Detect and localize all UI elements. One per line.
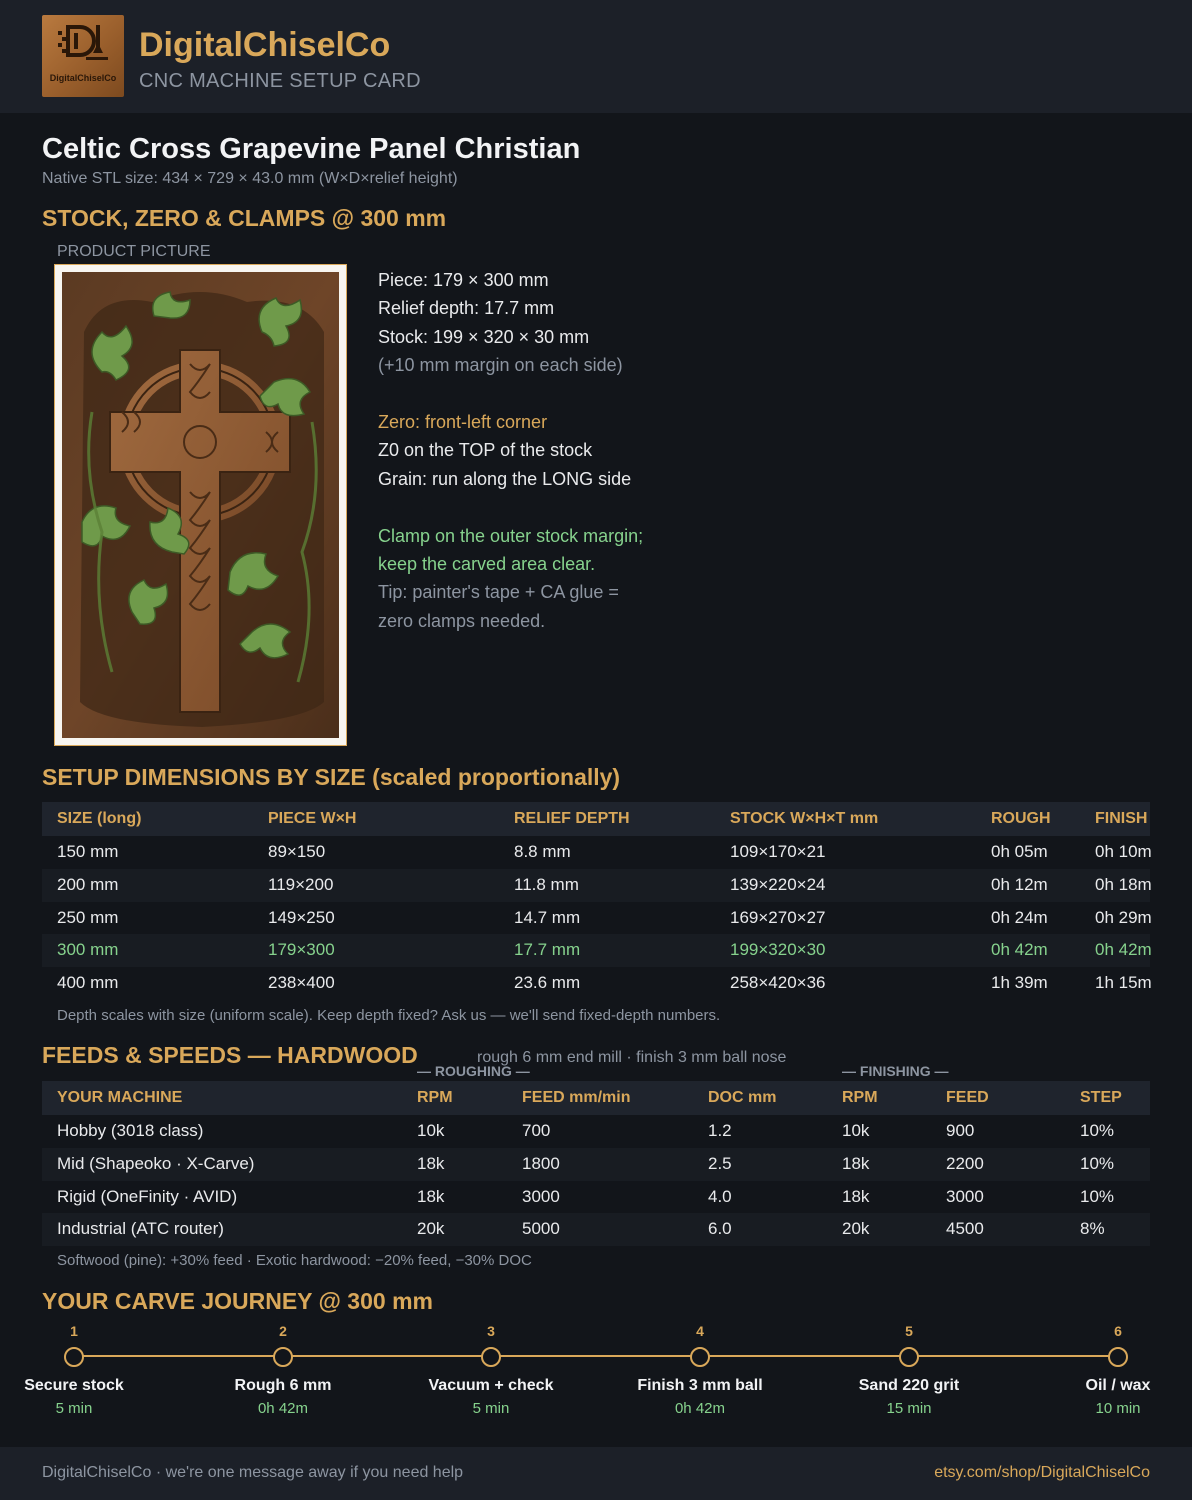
spec-line: (+10 mm margin on each side) bbox=[378, 355, 623, 376]
table-cell: 1.2 bbox=[708, 1121, 732, 1140]
footer-help-text: DigitalChiselCo · we're one message away if you need help bbox=[42, 1464, 464, 1481]
logo-wordmark: DigitalChiselCo bbox=[49, 73, 117, 83]
card-subtitle: CNC MACHINE SETUP CARD bbox=[139, 70, 421, 92]
journey-step bbox=[1038, 1323, 1192, 1417]
spec-line: Piece: 179 × 300 mm bbox=[378, 270, 549, 290]
table-row bbox=[42, 902, 1150, 935]
step-label: Secure stock bbox=[24, 1377, 124, 1394]
step-dot-icon bbox=[273, 1347, 293, 1367]
table-cell: Rigid (OneFinity · AVID) bbox=[57, 1186, 238, 1206]
table-cell: Industrial (ATC router) bbox=[57, 1219, 224, 1239]
column-header: FEED bbox=[946, 1089, 989, 1106]
table-cell: 2.5 bbox=[708, 1153, 732, 1173]
spec-line: Grain: run along the LONG side bbox=[378, 468, 632, 489]
table-cell: 14.7 mm bbox=[514, 907, 581, 927]
shop-link[interactable]: etsy.com/shop/DigitalChiselCo bbox=[934, 1464, 1150, 1481]
step-number: 1 bbox=[70, 1323, 78, 1339]
finishing-label: — FINISHING — bbox=[842, 1063, 949, 1079]
table-row bbox=[42, 934, 1150, 967]
step-number: 4 bbox=[696, 1323, 704, 1339]
table-cell: 119×200 bbox=[268, 874, 334, 894]
journey-step bbox=[829, 1323, 989, 1417]
table-cell: 10% bbox=[1080, 1153, 1115, 1173]
table-row bbox=[42, 869, 1150, 902]
table-cell: 0h 29m bbox=[1095, 907, 1152, 927]
step-dot-icon bbox=[481, 1347, 501, 1367]
table-cell: Mid (Shapeoko · X-Carve) bbox=[57, 1153, 255, 1173]
journey-heading: YOUR CARVE JOURNEY @ 300 mm bbox=[42, 1288, 433, 1314]
table-cell: 8% bbox=[1080, 1219, 1105, 1239]
table-cell: 1h 15m bbox=[1095, 973, 1152, 993]
spec-line: Stock: 199 × 320 × 30 mm bbox=[378, 326, 590, 347]
footer bbox=[0, 1447, 1192, 1500]
brand-name: DigitalChiselCo bbox=[139, 26, 391, 64]
brand-logo bbox=[42, 15, 124, 97]
spec-line bbox=[378, 380, 643, 408]
step-time: 0h 42m bbox=[257, 1400, 309, 1417]
table-cell: 10% bbox=[1080, 1186, 1115, 1206]
column-header: STOCK W×H×T mm bbox=[730, 810, 879, 827]
table-cell: 8.8 mm bbox=[514, 842, 571, 861]
table-cell: 0h 10m bbox=[1095, 842, 1152, 861]
step-time: 15 min bbox=[886, 1400, 932, 1417]
column-header: SIZE (long) bbox=[57, 810, 142, 827]
column-header: DOC mm bbox=[708, 1089, 777, 1106]
step-time: 0h 42m bbox=[674, 1400, 726, 1417]
journey-step bbox=[203, 1323, 363, 1417]
table-cell: 5000 bbox=[522, 1219, 560, 1239]
column-header: RELIEF DEPTH bbox=[514, 810, 630, 827]
setup-section-heading: SETUP DIMENSIONS BY SIZE (scaled proportionally) bbox=[42, 764, 621, 790]
table-cell: 0h 12m bbox=[991, 874, 1048, 894]
spec-line bbox=[378, 493, 643, 521]
table-cell: 139×220×24 bbox=[730, 874, 826, 894]
table-cell: 200 mm bbox=[57, 874, 119, 894]
table-cell: 109×170×21 bbox=[730, 842, 826, 861]
table-row bbox=[42, 1148, 1150, 1181]
spec-line: zero clamps needed. bbox=[378, 610, 546, 631]
table-cell: 150 mm bbox=[57, 842, 119, 861]
picture-label: PRODUCT PICTURE bbox=[57, 243, 211, 260]
journey-step bbox=[411, 1323, 571, 1417]
step-time: 5 min bbox=[55, 1400, 93, 1417]
table-cell: 11.8 mm bbox=[514, 874, 579, 894]
table-cell: 250 mm bbox=[57, 907, 119, 927]
table-cell: 3000 bbox=[946, 1186, 984, 1206]
table-cell: 0h 05m bbox=[991, 842, 1048, 861]
table-cell: 17.7 mm bbox=[514, 940, 581, 960]
column-header: STEP bbox=[1080, 1089, 1122, 1106]
table-cell: 900 bbox=[946, 1121, 975, 1140]
column-header: RPM bbox=[417, 1089, 453, 1106]
table-cell: 10% bbox=[1080, 1121, 1115, 1140]
step-number: 2 bbox=[279, 1323, 287, 1339]
table-cell: 3000 bbox=[522, 1186, 560, 1206]
spec-line: Clamp on the outer stock margin; bbox=[378, 525, 644, 546]
table-cell: 258×420×36 bbox=[730, 973, 826, 993]
step-label: Oil / wax bbox=[1085, 1377, 1151, 1394]
table-cell: 179×300 bbox=[268, 940, 335, 960]
journey-step bbox=[620, 1323, 780, 1417]
step-dot-icon bbox=[1108, 1347, 1128, 1367]
product-title: Celtic Cross Grapevine Panel Christian bbox=[42, 133, 581, 165]
table-header bbox=[42, 802, 1150, 836]
celtic-cross-panel-image bbox=[62, 272, 339, 738]
table-cell: 10k bbox=[417, 1121, 445, 1140]
chisel-logo-icon bbox=[56, 21, 110, 69]
table-row bbox=[42, 1213, 1150, 1246]
column-header: FINISH bbox=[1095, 810, 1148, 827]
tools-note: rough 6 mm end mill · finish 3 mm ball nose bbox=[477, 1049, 787, 1066]
spec-line: Tip: painter's tape + CA glue = bbox=[378, 582, 619, 603]
table-row bbox=[42, 1115, 1150, 1148]
table-cell: 149×250 bbox=[268, 907, 335, 927]
spec-line: Zero: front-left corner bbox=[378, 411, 548, 432]
table-cell: 23.6 mm bbox=[514, 973, 581, 993]
feeds-section-heading: FEEDS & SPEEDS — HARDWOOD bbox=[42, 1042, 418, 1068]
table-cell: 0h 42m bbox=[991, 940, 1048, 960]
product-picture bbox=[54, 264, 347, 746]
step-number: 5 bbox=[905, 1323, 913, 1339]
step-number: 3 bbox=[487, 1323, 495, 1339]
step-dot-icon bbox=[690, 1347, 710, 1367]
native-size: Native STL size: 434 × 729 × 43.0 mm (W×D×relief height) bbox=[42, 170, 458, 187]
table-cell: 2200 bbox=[946, 1153, 984, 1173]
journey-step bbox=[0, 1323, 154, 1417]
table-cell: 1800 bbox=[522, 1153, 560, 1173]
step-label: Finish 3 mm ball bbox=[637, 1377, 763, 1394]
setup-note: Depth scales with size (uniform scale). Keep depth fixed? Ask us — we'll send fixed-depth numbers. bbox=[57, 1007, 721, 1024]
table-cell: 18k bbox=[842, 1153, 870, 1173]
header bbox=[0, 0, 1192, 113]
column-header: YOUR MACHINE bbox=[57, 1089, 183, 1106]
step-label: Vacuum + check bbox=[428, 1377, 554, 1394]
table-cell: 300 mm bbox=[57, 940, 119, 960]
stock-specs bbox=[378, 266, 643, 635]
column-header: FEED mm/min bbox=[522, 1089, 631, 1106]
roughing-label: — ROUGHING — bbox=[417, 1063, 530, 1079]
table-cell: 0h 42m bbox=[1095, 940, 1152, 960]
column-header: ROUGH bbox=[991, 810, 1051, 827]
column-header: RPM bbox=[842, 1089, 878, 1106]
spec-line: keep the carved area clear. bbox=[378, 553, 596, 574]
stock-section-heading: STOCK, ZERO & CLAMPS @ 300 mm bbox=[42, 205, 447, 231]
spec-line: Z0 on the TOP of the stock bbox=[378, 440, 593, 461]
step-dot-icon bbox=[64, 1347, 84, 1367]
step-time: 5 min bbox=[472, 1400, 510, 1417]
table-cell: 0h 18m bbox=[1095, 874, 1152, 894]
table-cell: 4500 bbox=[946, 1219, 984, 1239]
step-number: 6 bbox=[1114, 1323, 1122, 1339]
feeds-speeds-table bbox=[42, 1081, 1150, 1246]
table-cell: 400 mm bbox=[57, 973, 119, 993]
table-cell: 18k bbox=[842, 1186, 870, 1206]
table-cell: 6.0 bbox=[708, 1219, 732, 1239]
setup-dimensions-table bbox=[42, 802, 1150, 1000]
feeds-note: Softwood (pine): +30% feed · Exotic hardwood: −20% feed, −30% DOC bbox=[57, 1252, 532, 1269]
step-time: 10 min bbox=[1095, 1400, 1141, 1417]
step-dot-icon bbox=[899, 1347, 919, 1367]
table-cell: 18k bbox=[417, 1153, 445, 1173]
table-cell: 169×270×27 bbox=[730, 907, 826, 927]
table-row bbox=[42, 836, 1150, 869]
table-cell: 10k bbox=[842, 1121, 870, 1140]
step-label: Sand 220 grit bbox=[858, 1377, 960, 1394]
table-header bbox=[42, 1081, 1150, 1115]
column-header: PIECE W×H bbox=[268, 810, 357, 827]
step-label: Rough 6 mm bbox=[234, 1377, 332, 1394]
table-cell: 0h 24m bbox=[991, 907, 1048, 927]
table-row bbox=[42, 967, 1150, 1000]
table-cell: 89×150 bbox=[268, 842, 326, 861]
table-cell: 1h 39m bbox=[991, 973, 1048, 993]
table-cell: 20k bbox=[842, 1219, 870, 1239]
table-cell: 238×400 bbox=[268, 973, 335, 993]
spec-line: Relief depth: 17.7 mm bbox=[378, 298, 555, 319]
table-cell: 20k bbox=[417, 1219, 445, 1239]
table-row bbox=[42, 1181, 1150, 1214]
table-cell: 700 bbox=[522, 1121, 551, 1140]
table-cell: Hobby (3018 class) bbox=[57, 1121, 204, 1140]
table-cell: 4.0 bbox=[708, 1186, 732, 1206]
table-cell: 18k bbox=[417, 1186, 445, 1206]
table-cell: 199×320×30 bbox=[730, 940, 826, 960]
